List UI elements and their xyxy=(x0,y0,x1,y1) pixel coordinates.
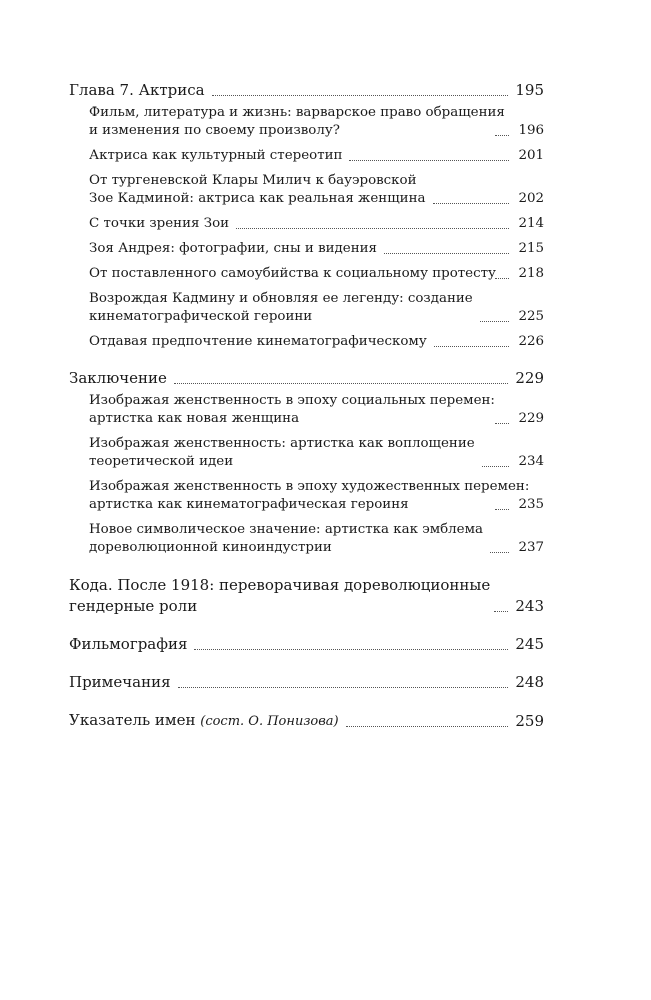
toc-page-number: 202 xyxy=(518,191,544,206)
toc-page-number: 225 xyxy=(518,309,544,324)
dot-leader xyxy=(178,686,509,688)
toc-subentry-line: и изменения по своему произволу? xyxy=(89,123,340,138)
dot-leader xyxy=(495,134,509,136)
toc-entry-title: Фильмография xyxy=(69,635,188,653)
toc-subentry-line: Возрождая Кадмину и обновляя ее легенду: создание xyxy=(89,291,473,306)
toc-subentry[interactable] xyxy=(89,435,544,471)
toc-subentry-line: От тургеневской Клары Милич к бауэровской xyxy=(89,173,417,188)
toc-subentry-line: Новое символическое значение: артистка как эмблема xyxy=(89,522,484,537)
toc-subentry-line: Зое Кадминой: актриса как реальная женщина xyxy=(89,191,426,206)
toc-page-number: 237 xyxy=(518,540,544,555)
dot-leader xyxy=(349,159,509,161)
toc-subentry-line: артистка как новая женщина xyxy=(89,411,300,426)
toc-subentry[interactable] xyxy=(89,147,544,165)
toc-page-number: 214 xyxy=(518,216,544,231)
toc-subentry-line: Изображая женственность: артистка как воплощение xyxy=(89,436,475,451)
toc-entry-title-line: гендерные роли xyxy=(69,597,198,615)
toc-subentry[interactable] xyxy=(89,290,544,326)
toc-subentry-line: Отдавая предпочтение кинематографическому xyxy=(89,334,427,349)
toc-page-number: 259 xyxy=(515,712,544,730)
toc-subentry[interactable] xyxy=(89,104,544,140)
dot-leader xyxy=(494,610,508,612)
toc-entry-title: Указатель имен xyxy=(69,711,196,729)
toc-entry-conclusion[interactable] xyxy=(69,368,544,389)
toc-subentry-line: Изображая женственность в эпоху художественных перемен: xyxy=(89,479,530,494)
toc-subentry[interactable] xyxy=(89,172,544,208)
dot-leader xyxy=(434,345,509,347)
toc-subentry[interactable] xyxy=(89,215,544,233)
dot-leader xyxy=(480,320,509,322)
toc-subentry-line: С точки зрения Зои xyxy=(89,216,230,231)
dot-leader xyxy=(194,648,508,650)
toc-page-number: 243 xyxy=(515,597,544,615)
toc-subentry[interactable] xyxy=(89,392,544,428)
toc-page-number: 229 xyxy=(515,369,544,387)
dot-leader xyxy=(495,277,509,279)
toc-page-number: 226 xyxy=(518,334,544,349)
toc-subentry-line: Изображая женственность в эпоху социальных перемен: xyxy=(89,393,495,408)
dot-leader xyxy=(174,382,508,384)
dot-leader xyxy=(346,725,509,727)
toc-page-number: 235 xyxy=(518,497,544,512)
dot-leader xyxy=(384,252,509,254)
toc-page-number: 218 xyxy=(518,266,544,281)
toc-subentry-line: Актриса как культурный стереотип xyxy=(89,148,343,163)
toc-entry-title: Примечания xyxy=(69,673,171,691)
toc-subentry[interactable] xyxy=(89,265,544,283)
toc-entry-coda[interactable] xyxy=(69,575,544,617)
dot-leader xyxy=(495,422,509,424)
toc-entry-title: Глава 7. Актриса xyxy=(69,81,205,99)
dot-leader xyxy=(236,227,509,229)
toc-subentry-line: теоретической идеи xyxy=(89,454,234,469)
toc-subentry[interactable] xyxy=(89,333,544,351)
dot-leader xyxy=(490,551,509,553)
toc-page-number: 248 xyxy=(515,673,544,691)
toc-page-number: 245 xyxy=(515,635,544,653)
dot-leader xyxy=(495,508,509,510)
toc-page-number: 229 xyxy=(518,411,544,426)
toc-subentry[interactable] xyxy=(89,240,544,258)
toc-subentry-line: Зоя Андрея: фотографии, сны и видения xyxy=(89,241,378,256)
toc-entry-title-line: Кода. После 1918: переворачивая дореволюционные xyxy=(69,576,491,594)
dot-leader xyxy=(482,465,509,467)
toc-subentry-line: От поставленного самоубийства к социальному протесту xyxy=(89,266,496,281)
toc-page-number: 195 xyxy=(515,81,544,99)
toc-entry-filmography[interactable] xyxy=(69,634,544,655)
toc-subentry[interactable] xyxy=(89,478,544,514)
toc-subentry-line: артистка как кинематографическая героиня xyxy=(89,497,409,512)
dot-leader xyxy=(433,202,509,204)
toc-entry-index[interactable] xyxy=(69,710,544,732)
toc-page-number: 234 xyxy=(518,454,544,469)
table-of-contents xyxy=(69,80,544,732)
toc-entry-subtitle: (сост. О. Понизова) xyxy=(200,714,339,729)
toc-subentry-line: дореволюционной киноиндустрии xyxy=(89,540,332,555)
toc-page-number: 196 xyxy=(518,123,544,138)
toc-subentry-line: кинематографической героини xyxy=(89,309,313,324)
toc-subentry-line: Фильм, литература и жизнь: варварское право обращения xyxy=(89,105,505,120)
toc-page-number: 201 xyxy=(518,148,544,163)
toc-entry-chapter-7[interactable] xyxy=(69,80,544,101)
toc-entry-title: Заключение xyxy=(69,369,167,387)
toc-subentry[interactable] xyxy=(89,521,544,557)
toc-entry-notes[interactable] xyxy=(69,672,544,693)
toc-page-number: 215 xyxy=(518,241,544,256)
dot-leader xyxy=(212,94,509,96)
